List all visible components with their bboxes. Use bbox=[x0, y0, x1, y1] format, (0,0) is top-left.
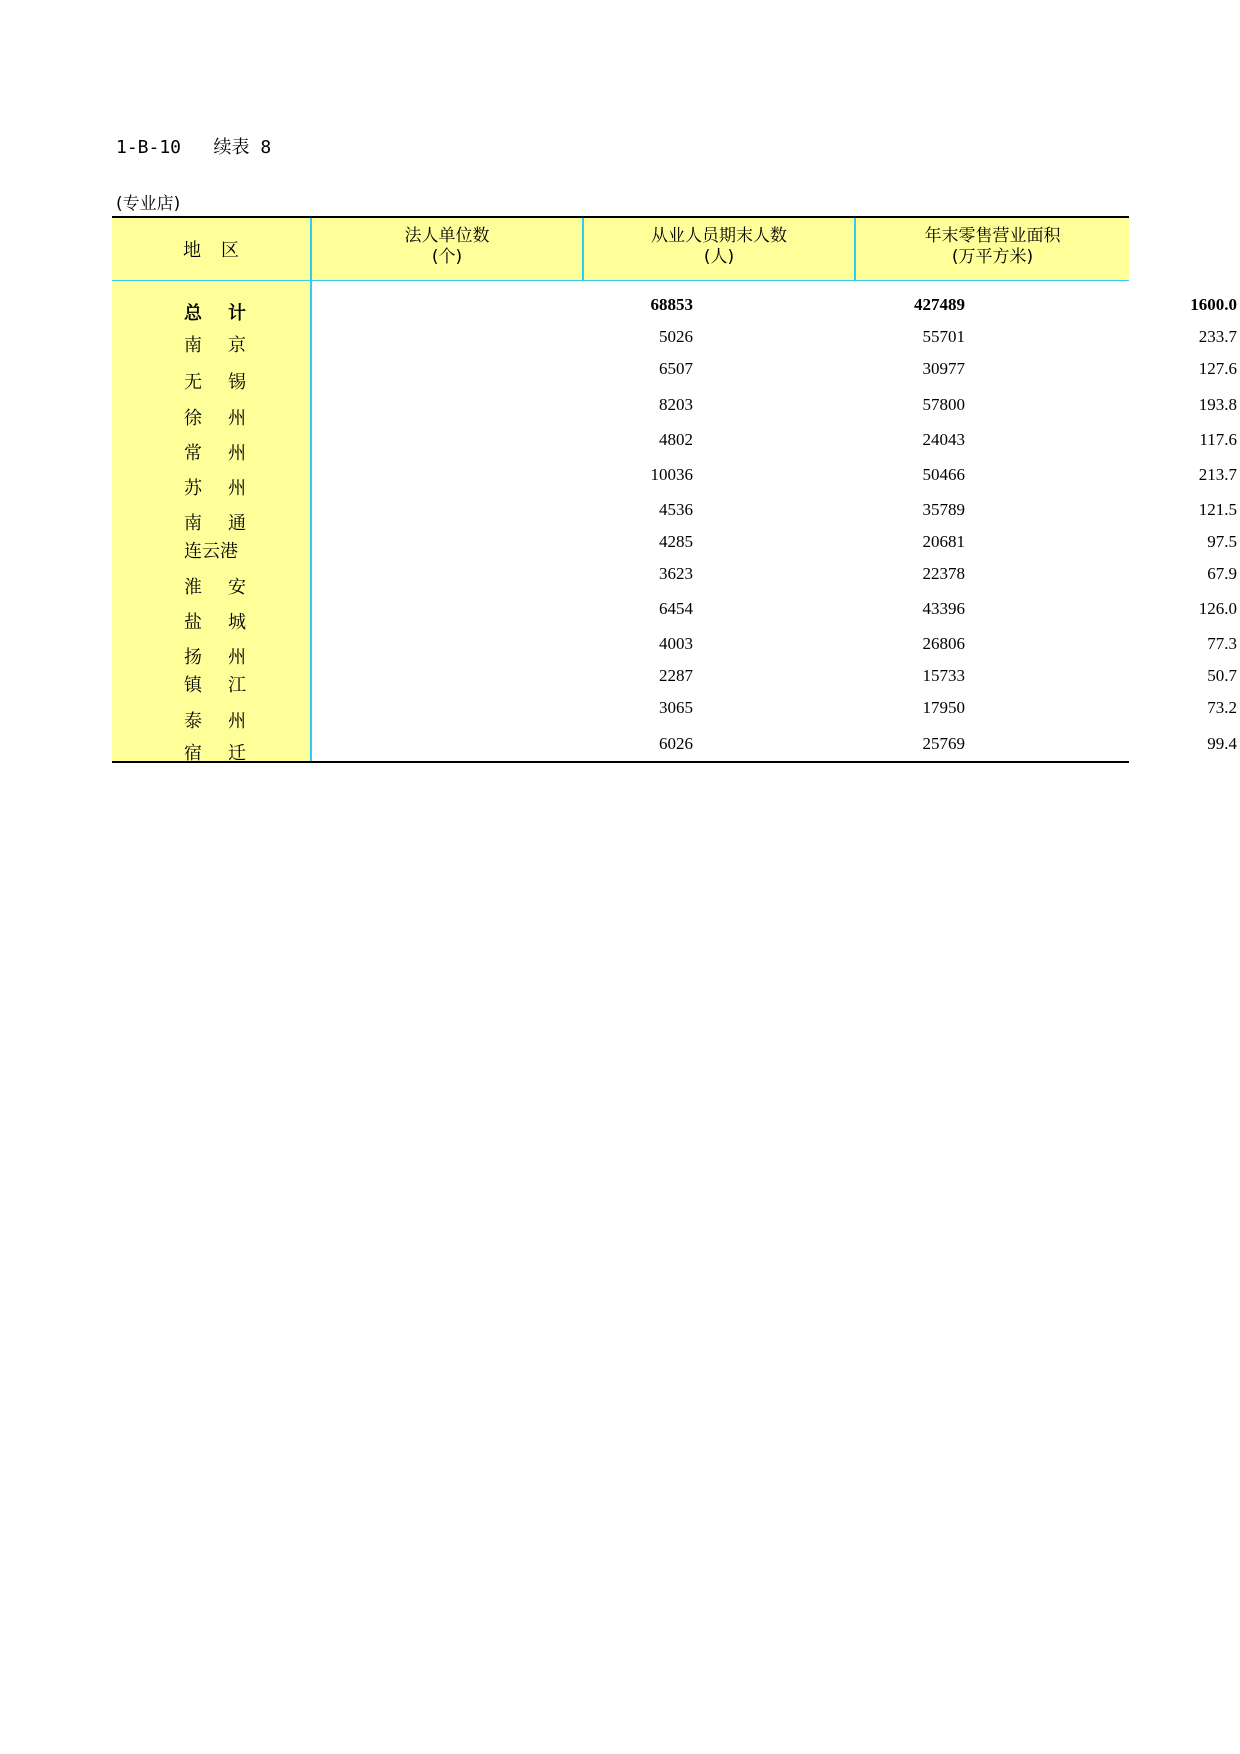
header-legal-units-unit: (个) bbox=[431, 247, 463, 267]
table-row bbox=[112, 634, 1237, 668]
cell-area: 1600.0 bbox=[1190, 295, 1237, 314]
table-row bbox=[112, 359, 1237, 393]
cell-units: 6026 bbox=[659, 734, 693, 753]
region-name: 宿 迁 bbox=[184, 743, 246, 764]
cell-units: 4285 bbox=[659, 532, 693, 551]
table-row bbox=[112, 430, 1237, 464]
region-name: 扬 州 bbox=[184, 647, 246, 668]
cell-area: 233.7 bbox=[1198, 327, 1237, 346]
cell-employees: 30977 bbox=[922, 359, 965, 378]
cell-employees: 35789 bbox=[922, 500, 965, 519]
cell-units: 6507 bbox=[659, 359, 693, 378]
cell-area: 97.5 bbox=[1207, 532, 1237, 551]
region-name: 无 锡 bbox=[184, 372, 246, 393]
page-title: 1-B-10 续表 8 bbox=[116, 137, 272, 158]
table-row bbox=[112, 666, 1237, 696]
cell-units: 4536 bbox=[659, 500, 693, 519]
cell-area: 121.5 bbox=[1198, 500, 1237, 519]
header-employees-label: 从业人员期末人数 bbox=[651, 226, 787, 246]
cell-employees: 22378 bbox=[922, 564, 965, 583]
header-retail-area bbox=[856, 226, 1129, 268]
table-row bbox=[112, 698, 1237, 732]
header-region: 地区 bbox=[183, 240, 259, 261]
cell-employees: 20681 bbox=[922, 532, 965, 551]
cell-area: 73.2 bbox=[1207, 698, 1237, 717]
region-name: 总 计 bbox=[184, 303, 246, 324]
cell-area: 99.4 bbox=[1207, 734, 1237, 753]
cell-employees: 25769 bbox=[922, 734, 965, 753]
header-employees bbox=[584, 226, 854, 268]
table-subtitle: (专业店) bbox=[116, 194, 181, 214]
cell-units: 5026 bbox=[659, 327, 693, 346]
header-retail-area-label: 年末零售营业面积 bbox=[924, 226, 1061, 246]
cell-units: 8203 bbox=[659, 395, 693, 414]
region-name: 徐 州 bbox=[184, 408, 246, 429]
cell-area: 67.9 bbox=[1207, 564, 1237, 583]
region-name: 淮 安 bbox=[184, 577, 246, 598]
cell-area: 193.8 bbox=[1198, 395, 1237, 414]
region-name: 连云港 bbox=[184, 541, 238, 562]
header-employees-unit: (人) bbox=[703, 247, 735, 267]
cell-employees: 26806 bbox=[922, 634, 965, 653]
cell-employees: 15733 bbox=[922, 666, 965, 685]
cell-employees: 55701 bbox=[922, 327, 965, 346]
cell-units: 4802 bbox=[659, 430, 693, 449]
cell-area: 126.0 bbox=[1198, 599, 1237, 618]
cell-employees: 427489 bbox=[914, 295, 965, 314]
table-row bbox=[112, 599, 1237, 633]
table-row bbox=[112, 500, 1237, 534]
cell-employees: 43396 bbox=[922, 599, 965, 618]
cell-area: 77.3 bbox=[1207, 634, 1237, 653]
cell-employees: 17950 bbox=[922, 698, 965, 717]
table-row bbox=[112, 564, 1237, 598]
header-retail-area-unit: (万平方米) bbox=[951, 247, 1034, 267]
cell-employees: 57800 bbox=[922, 395, 965, 414]
cell-units: 68853 bbox=[650, 295, 693, 314]
table-row bbox=[112, 734, 1237, 764]
region-name: 南 通 bbox=[184, 513, 246, 534]
region-name: 镇 江 bbox=[184, 675, 246, 696]
table-row bbox=[112, 395, 1237, 429]
header-legal-units-label: 法人单位数 bbox=[404, 226, 490, 246]
region-name: 苏 州 bbox=[184, 478, 246, 499]
cell-units: 2287 bbox=[659, 666, 693, 685]
region-name: 常 州 bbox=[184, 443, 246, 464]
cell-units: 3065 bbox=[659, 698, 693, 717]
cell-area: 50.7 bbox=[1207, 666, 1237, 685]
table-row bbox=[112, 532, 1237, 562]
header-legal-units bbox=[312, 226, 582, 268]
cell-units: 4003 bbox=[659, 634, 693, 653]
cell-employees: 50466 bbox=[922, 465, 965, 484]
table-row bbox=[112, 465, 1237, 499]
table-row-total bbox=[112, 295, 1237, 324]
cell-units: 6454 bbox=[659, 599, 693, 618]
cell-area: 213.7 bbox=[1198, 465, 1237, 484]
region-name: 泰 州 bbox=[184, 711, 246, 732]
cell-units: 10036 bbox=[650, 465, 693, 484]
table-row bbox=[112, 327, 1237, 356]
cell-units: 3623 bbox=[659, 564, 693, 583]
region-name: 南 京 bbox=[184, 335, 246, 356]
region-name: 盐 城 bbox=[184, 612, 246, 633]
cell-area: 127.6 bbox=[1198, 359, 1237, 378]
stats-table bbox=[112, 216, 1237, 764]
cell-area: 117.6 bbox=[1199, 430, 1237, 449]
cell-employees: 24043 bbox=[922, 430, 965, 449]
